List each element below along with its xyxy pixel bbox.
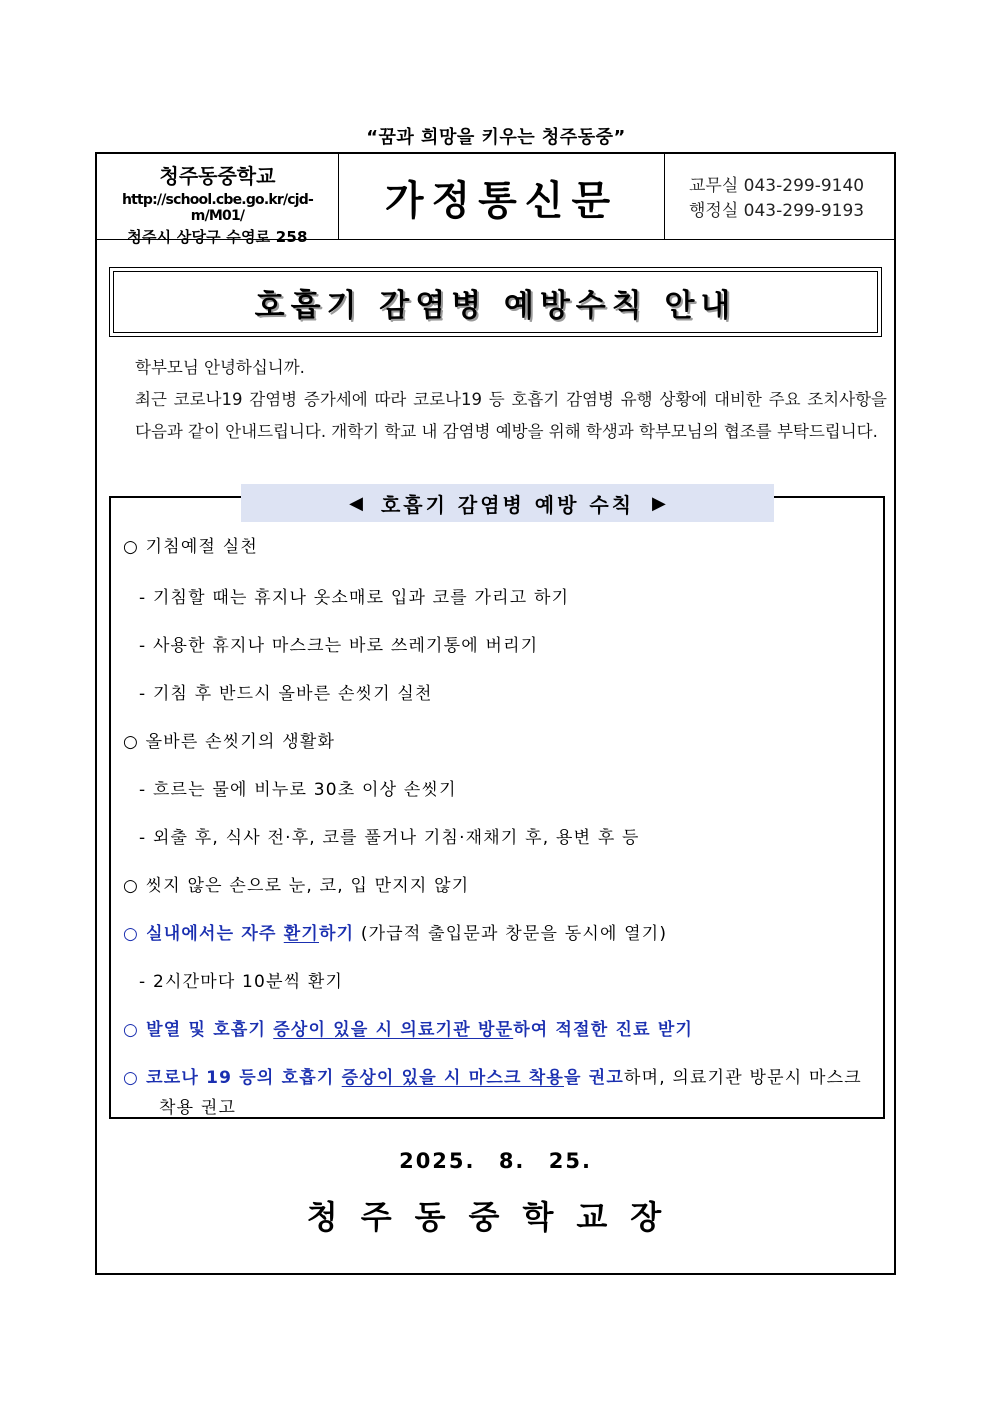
school-info — [97, 154, 339, 246]
rules-box — [109, 492, 885, 1119]
right-triangle-icon: ▶ — [652, 492, 666, 514]
school-address: 청주시 상당구 수영로 258 — [127, 228, 308, 246]
intro-text — [135, 352, 887, 448]
rule-ventilation — [111, 919, 881, 944]
rule-fever-visit — [111, 1015, 881, 1040]
rule-mask-continued: 착용 권고 — [159, 1098, 237, 1118]
rule-no-face-touch: ○ 씻지 않은 손으로 눈, 코, 입 만지지 않기 — [123, 876, 470, 896]
rules-heading-text: 호흡기 감염병 예방 수칙 — [380, 492, 635, 517]
rule-ventilation-lead: ○ 실내에서는 자주 — [123, 924, 284, 944]
left-triangle-icon: ◀ — [349, 492, 363, 514]
rule-sub-item: - 기침 후 반드시 올바른 손씻기 실천 — [139, 684, 433, 704]
school-url[interactable]: http://school.cbe.go.kr/cjd-m/M01/ — [121, 192, 314, 224]
phone-office: 교무실 043-299-9140 — [689, 176, 865, 196]
rule-cough-etiquette: ○ 기침예절 실천 — [123, 537, 258, 557]
notice-title: 호흡기 감염병 예방수칙 안내 — [254, 287, 737, 324]
notice-title-inner — [113, 271, 878, 333]
rules-heading — [241, 484, 774, 522]
rule-fever-lead: ○ 발열 및 호흡기 — [123, 1020, 274, 1040]
rule-ventilation-emphasis: 환기 — [283, 924, 319, 944]
rule-ventilation-note: (가급적 출입문과 창문을 동시에 열기) — [354, 924, 668, 944]
newsletter-title: 가정통신문 — [384, 177, 619, 224]
rule-fever-emphasis: 증상이 있을 시 의료기관 방문 — [273, 1020, 514, 1040]
rule-ventilation-tail: 하기 — [319, 924, 355, 944]
rule-sub-item: - 사용한 휴지나 마스크는 바로 쓰레기통에 버리기 — [139, 636, 539, 656]
contact-info — [665, 154, 894, 240]
rule-mask-note: 하며, 의료기관 방문시 마스크 — [623, 1068, 862, 1088]
rule-sub-item: - 기침할 때는 휴지나 옷소매로 입과 코를 가리고 하기 — [139, 588, 570, 608]
issue-date: 2025. 8. 25. — [399, 1149, 592, 1173]
school-slogan: “꿈과 희망을 키우는 청주동중” — [366, 127, 626, 148]
phone-admin: 행정실 043-299-9193 — [689, 201, 865, 221]
principal-signature: 청주동중학교장 — [306, 1198, 685, 1236]
newsletter-frame — [95, 152, 896, 1275]
rule-mask-lead: ○ 코로나 19 등의 호흡기 — [123, 1068, 342, 1088]
rule-handwashing: ○ 올바른 손씻기의 생활화 — [123, 732, 336, 752]
rule-mask-recommend: 을 권고 — [564, 1068, 624, 1088]
rule-sub-item: - 외출 후, 식사 전·후, 코를 풀거나 기침·재채기 후, 용변 후 등 — [139, 828, 640, 848]
rule-sub-item: - 2시간마다 10분씩 환기 — [139, 972, 344, 992]
intro-greeting: 학부모님 안녕하십니까. — [135, 358, 305, 377]
rule-mask-wearing — [111, 1063, 881, 1088]
rule-sub-item: - 흐르는 물에 비누로 30초 이상 손씻기 — [139, 780, 457, 800]
rule-fever-tail: 하여 적절한 진료 받기 — [513, 1020, 694, 1040]
letterhead — [97, 154, 894, 246]
school-name: 청주동중학교 — [159, 164, 276, 188]
intro-body: 최근 코로나19 감염병 증가세에 따라 코로나19 등 호흡기 감염병 유행 상황에 대비한 주요 조치사항을 다음과 같이 안내드립니다. 개학기 학교 내 감염병 예방을 위해 학생과 학부모님의 협조를 부탁드립니다. — [135, 390, 887, 441]
notice-title-box — [109, 267, 882, 337]
newsletter-title-cell — [339, 154, 665, 240]
rule-mask-emphasis: 증상이 있을 시 마스크 착용 — [341, 1068, 564, 1088]
